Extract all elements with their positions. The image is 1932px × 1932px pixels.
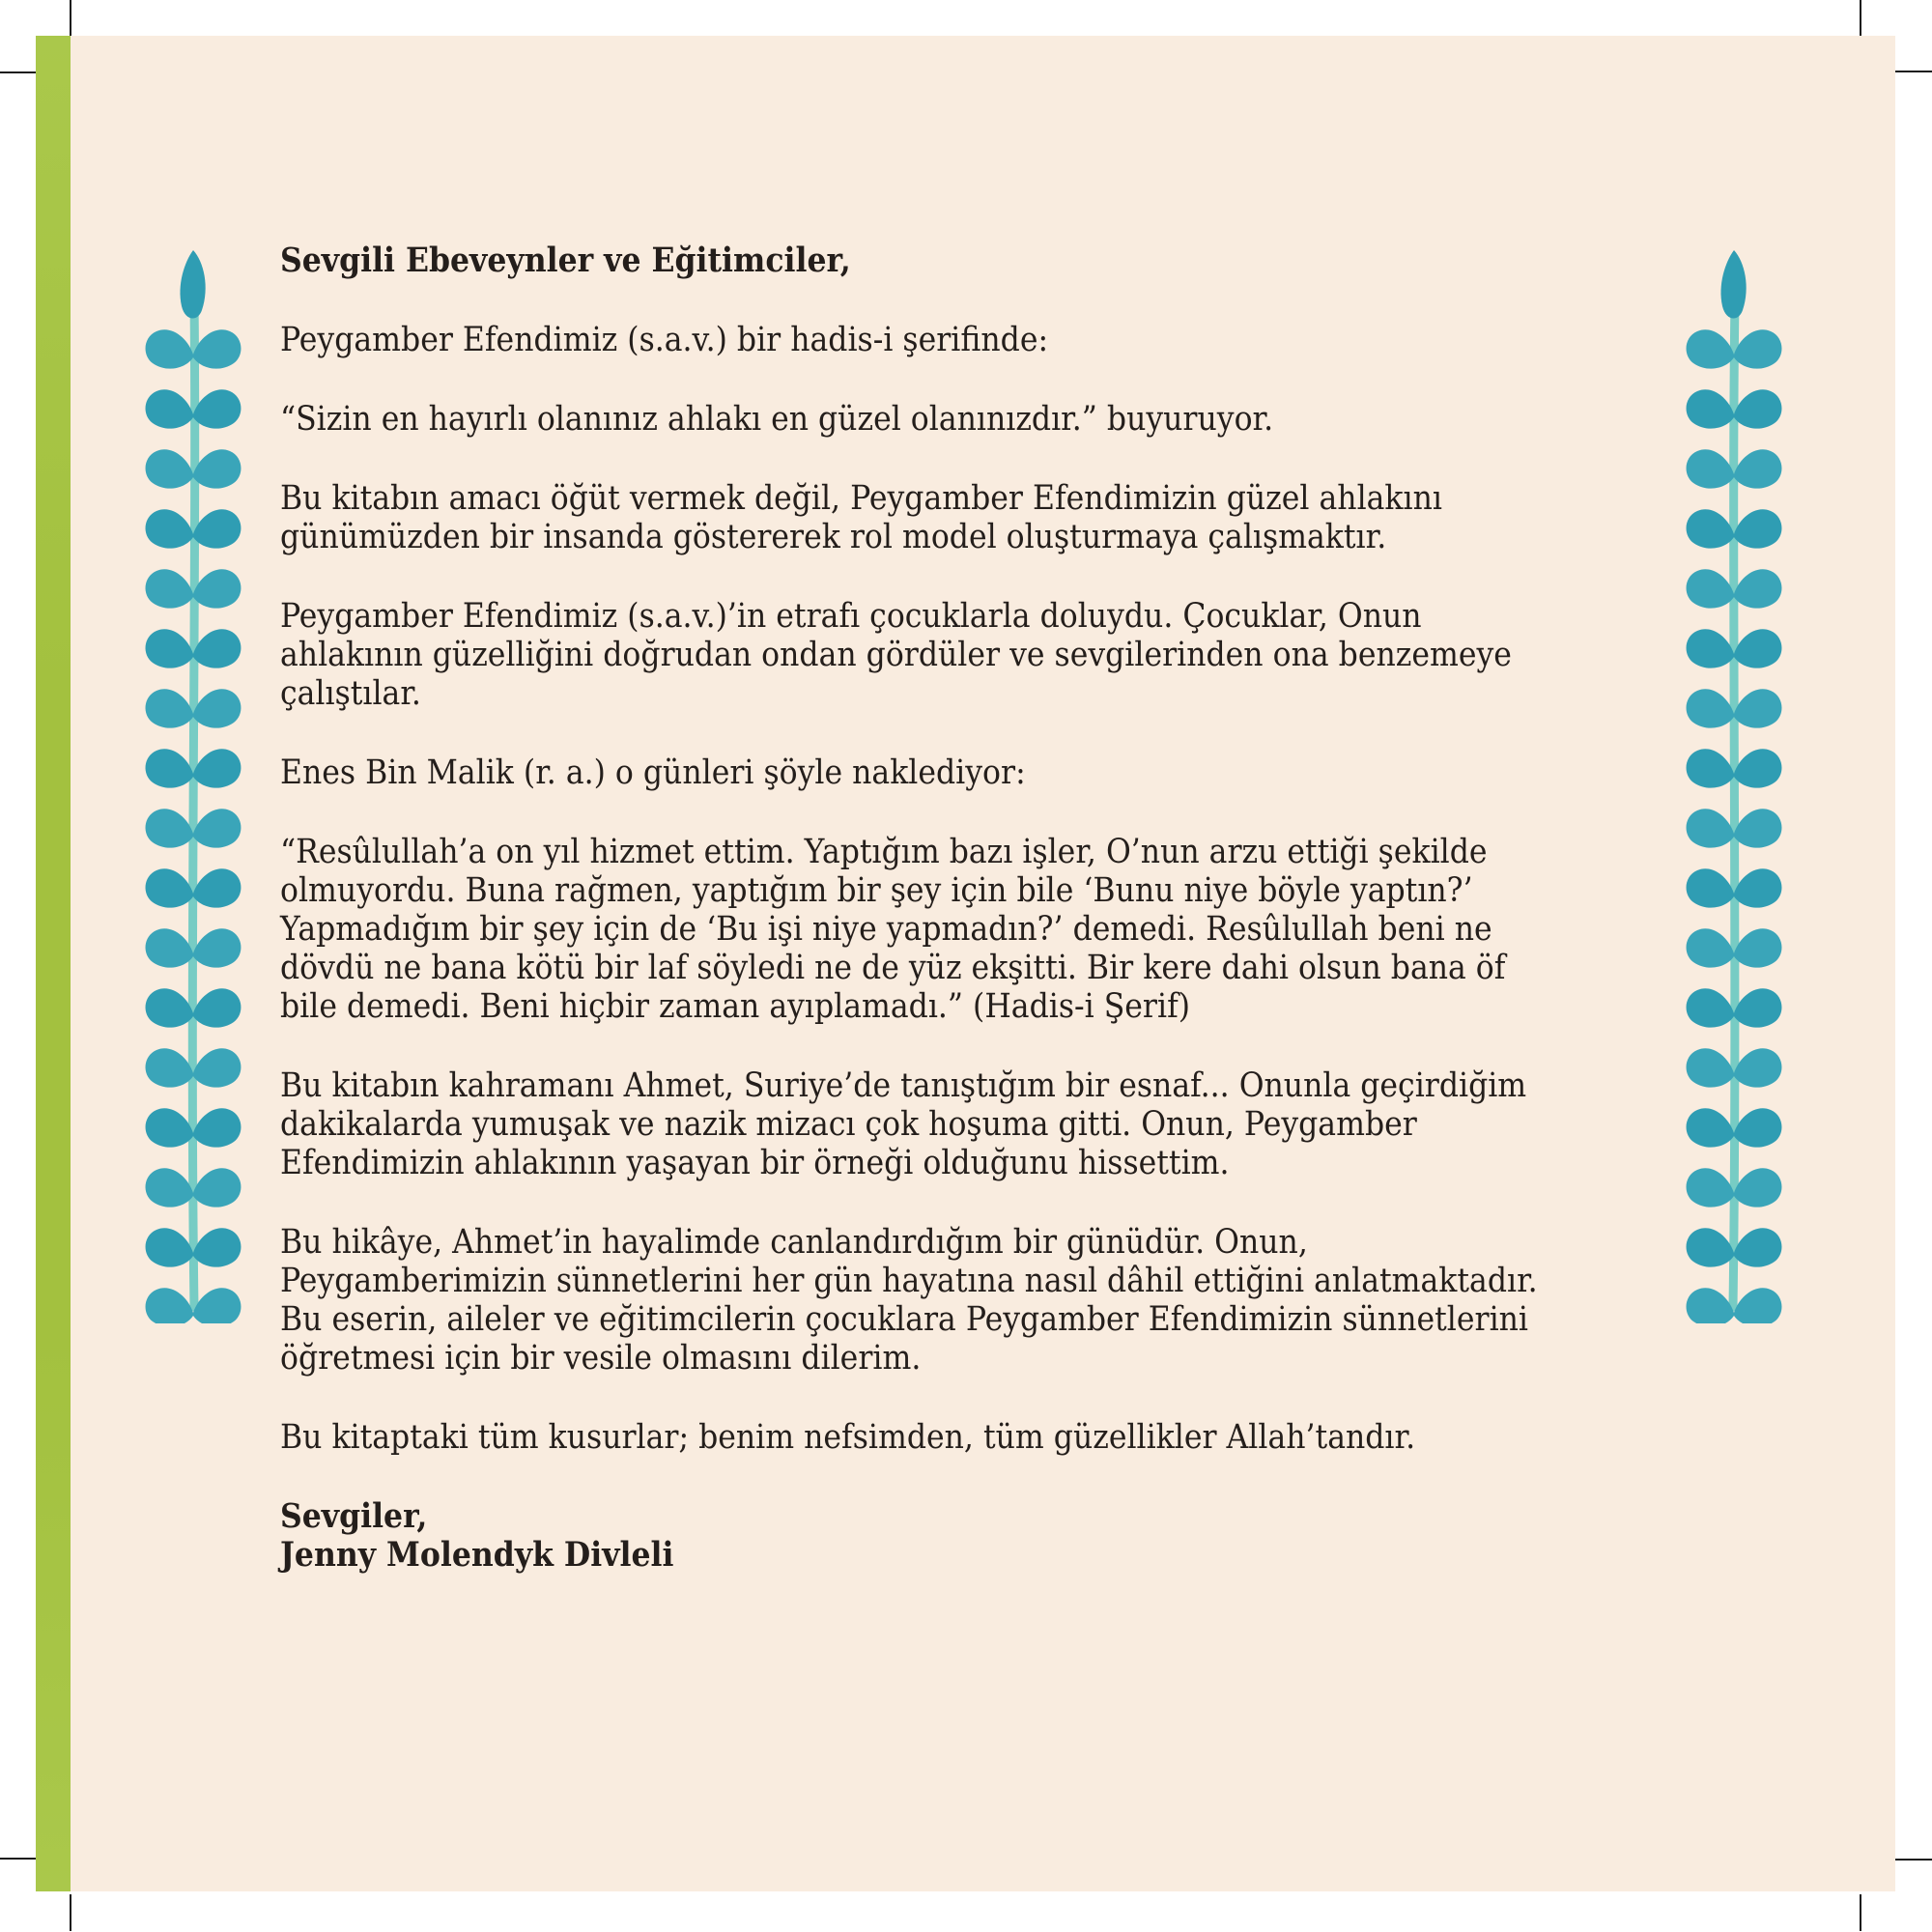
text-line: Bu kitabın kahramanı Ahmet, Suriye’de tanıştığım bir esnaf... Onunla geçirdiğim <box>280 1066 1527 1105</box>
text-line: öğretmesi için bir vesile olmasını dilerim. <box>280 1339 922 1378</box>
text-line: Bu hikâye, Ahmet’in hayalimde canlandırdığım bir günüdür. Onun, <box>280 1223 1308 1262</box>
letter-body <box>280 242 1636 1615</box>
text-line: Bu eserin, aileler ve eğitimcilerin çocuklara Peygamber Efendimizin sünnetlerini <box>280 1300 1529 1339</box>
text-line: Jenny Molendyk Divleli <box>280 1535 674 1575</box>
text-line: Efendimizin ahlakının yaşayan bir örneği olduğunu hissettim. <box>280 1144 1230 1182</box>
text-line: dövdü ne bana kötü bir laf söyledi ne de yüz ekşitti. Bir kere dahi olsun bana öf <box>280 949 1506 987</box>
text-line: Peygamber Efendimiz (s.a.v.) bir hadis-i şerifinde: <box>280 321 1049 359</box>
bold-paragraph <box>280 242 1636 280</box>
text-line: “Sizin en hayırlı olanınız ahlakı en güzel olanınızdır.” buyuruyor. <box>280 400 1274 439</box>
text-line: Sevgili Ebeveynler ve Eğitimciler, <box>280 241 851 280</box>
paragraph <box>280 1223 1636 1378</box>
paragraph <box>280 1418 1636 1457</box>
leaf-vine-left-icon <box>121 246 266 1323</box>
crop-mark <box>1860 0 1861 37</box>
bold-paragraph <box>280 1497 1636 1575</box>
paragraph <box>280 833 1636 1026</box>
text-line: Bu kitaptaki tüm kusurlar; benim nefsimden, tüm güzellikler Allah’tandır. <box>280 1418 1416 1457</box>
paragraph <box>280 1066 1636 1182</box>
text-line: bile demedi. Beni hiçbir zaman ayıplamadı.” (Hadis-i Şerif) <box>280 987 1191 1026</box>
crop-mark <box>1892 71 1932 72</box>
text-line: Bu kitabın amacı öğüt vermek değil, Peygamber Efendimizin güzel ahlakını <box>280 479 1442 518</box>
text-line: ahlakının güzelliğini doğrudan ondan gördüler ve sevgilerinden ona benzemeye <box>280 636 1512 674</box>
paragraph <box>280 753 1636 792</box>
vine-stem <box>192 299 194 1307</box>
vine-bud <box>180 250 205 319</box>
crop-mark <box>1892 1859 1932 1861</box>
crop-mark <box>0 1858 40 1860</box>
crop-mark <box>0 71 40 73</box>
crop-mark <box>70 0 71 37</box>
text-line: Enes Bin Malik (r. a.) o günleri şöyle naklediyor: <box>280 753 1026 792</box>
text-line: Sevgiler, <box>280 1496 428 1536</box>
text-line: olmuyordu. Buna rağmen, yaptığım bir şey için bile ‘Bunu niye böyle yaptın?’ <box>280 871 1473 910</box>
vine-stem <box>1733 299 1735 1307</box>
text-line: Peygamberimizin sünnetlerini her gün hayatına nasıl dâhil ettiğini anlatmaktadır. <box>280 1262 1538 1300</box>
text-line: dakikalarda yumuşak ve nazik mizacı çok hoşuma gitti. Onun, Peygamber <box>280 1105 1417 1144</box>
paragraph <box>280 321 1636 359</box>
crop-mark <box>70 1894 71 1931</box>
leaf-vine-right-icon <box>1662 246 1806 1323</box>
text-line: “Resûlullah’a on yıl hizmet ettim. Yaptığım bazı işler, O’nun arzu ettiği şekilde <box>280 833 1488 871</box>
paragraph <box>280 597 1636 713</box>
text-line: günümüzden bir insanda göstererek rol model oluşturmaya çalışmaktır. <box>280 518 1387 556</box>
paragraph <box>280 479 1636 556</box>
crop-mark <box>1860 1894 1861 1931</box>
text-line: çalıştılar. <box>280 674 421 713</box>
paragraph <box>280 400 1636 439</box>
text-line: Yapmadığım bir şey için de ‘Bu işi niye yapmadın?’ demedi. Resûlullah beni ne <box>280 910 1492 949</box>
vine-bud <box>1720 250 1746 319</box>
spine-stripe <box>36 36 71 1891</box>
text-line: Peygamber Efendimiz (s.a.v.)’in etrafı çocuklarla doluydu. Çocuklar, Onun <box>280 597 1422 636</box>
